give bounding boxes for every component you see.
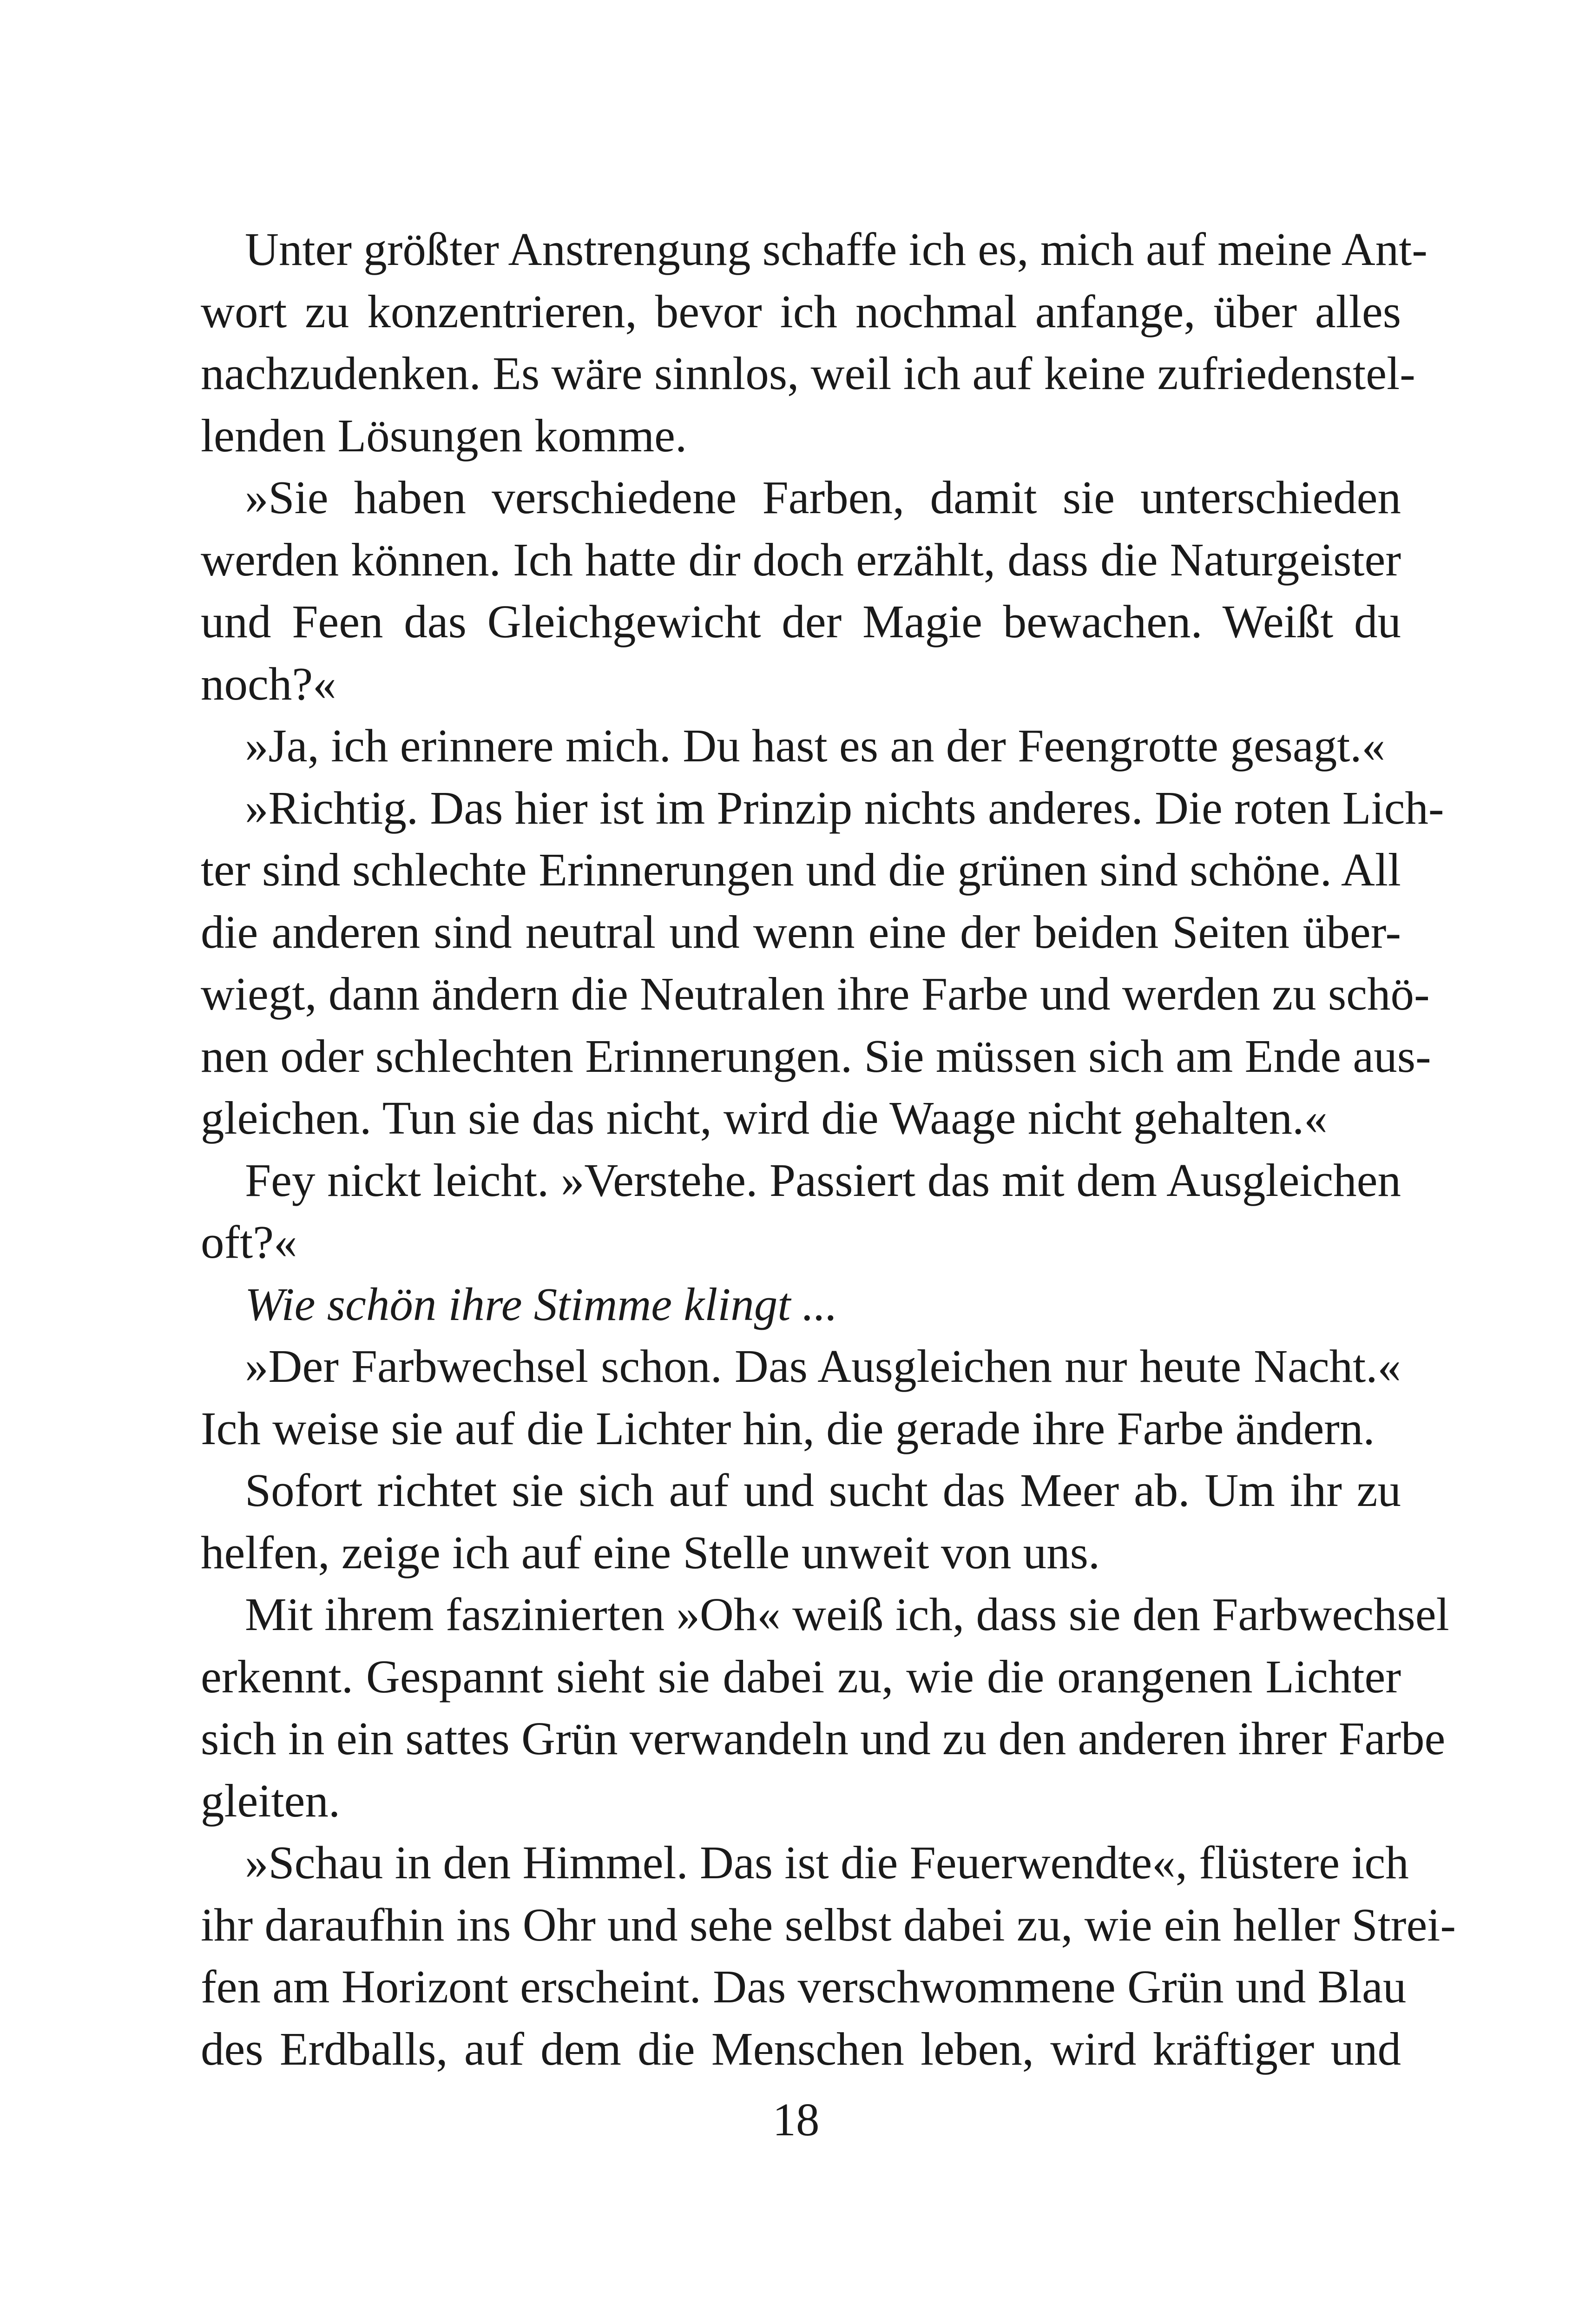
text-line: oft?« [201,1216,297,1268]
text-line: »Sie haben verschiedene Farben, damit sie unterschieden [245,471,1401,523]
page-number: 18 [772,2093,820,2146]
text-line: »Der Farbwechsel schon. Das Ausgleichen nur heute Nacht.« [245,1340,1401,1392]
text-line: wiegt, dann ändern die Neutralen ihre Farbe und werden zu schö- [201,968,1430,1020]
text-line: helfen, zeige ich auf eine Stelle unweit von uns. [201,1526,1100,1578]
text-line: lenden Lösungen komme. [201,409,687,462]
text-line: Ich weise sie auf die Lichter hin, die gerade ihre Farbe ändern. [201,1402,1375,1454]
text-line: »Richtig. Das hier ist im Prinzip nichts anderes. Die roten Lich- [245,781,1444,834]
body-text [201,218,1456,2080]
text-line: »Schau in den Himmel. Das ist die Feuerwendte«, flüstere ich [245,1836,1409,1888]
text-line: noch?« [201,657,336,710]
text-line: gleichen. Tun sie das nicht, wird die Waage nicht gehalten.« [201,1092,1328,1144]
text-line: wort zu konzentrieren, bevor ich nochmal anfange, über alles [201,285,1401,337]
text-line: nachzudenken. Es wäre sinnlos, weil ich auf keine zufriedenstel- [201,347,1415,399]
text-line: sich in ein sattes Grün verwandeln und zu den anderen ihrer Farbe [201,1712,1446,1764]
text-line: nen oder schlechten Erinnerungen. Sie müssen sich am Ende aus- [201,1030,1431,1082]
text-line: erkennt. Gespannt sieht sie dabei zu, wie die orangenen Lichter [201,1650,1401,1703]
text-line: Sofort richtet sie sich auf und sucht das Meer ab. Um ihr zu [245,1464,1401,1516]
text-line: werden können. Ich hatte dir doch erzählt, dass die Naturgeister [201,533,1401,586]
text-line: gleiten. [201,1774,341,1827]
text-line: des Erdballs, auf dem die Menschen leben, wird kräftiger und [201,2022,1401,2075]
text-line: Unter größter Anstrengung schaffe ich es, mich auf meine Ant- [245,223,1428,275]
text-line: ter sind schlechte Erinnerungen und die grünen sind schöne. All [201,844,1401,896]
text-line: und Feen das Gleichgewicht der Magie bewachen. Weißt du [201,595,1401,647]
text-line: »Ja, ich erinnere mich. Du hast es an der Feengrotte gesagt.« [245,720,1386,772]
text-line: Fey nickt leicht. »Verstehe. Passiert das mit dem Ausgleichen [245,1154,1401,1206]
text-line: Mit ihrem faszinierten »Oh« weiß ich, dass sie den Farbwechsel [245,1588,1449,1640]
text-line: Wie schön ihre Stimme klingt ... [245,1278,838,1330]
text-line: fen am Horizont erscheint. Das verschwommene Grün und Blau [201,1961,1407,2013]
text-line: ihr daraufhin ins Ohr und sehe selbst dabei zu, wie ein heller Strei- [201,1898,1456,1951]
text-line: die anderen sind neutral und wenn eine der beiden Seiten über- [201,905,1401,958]
